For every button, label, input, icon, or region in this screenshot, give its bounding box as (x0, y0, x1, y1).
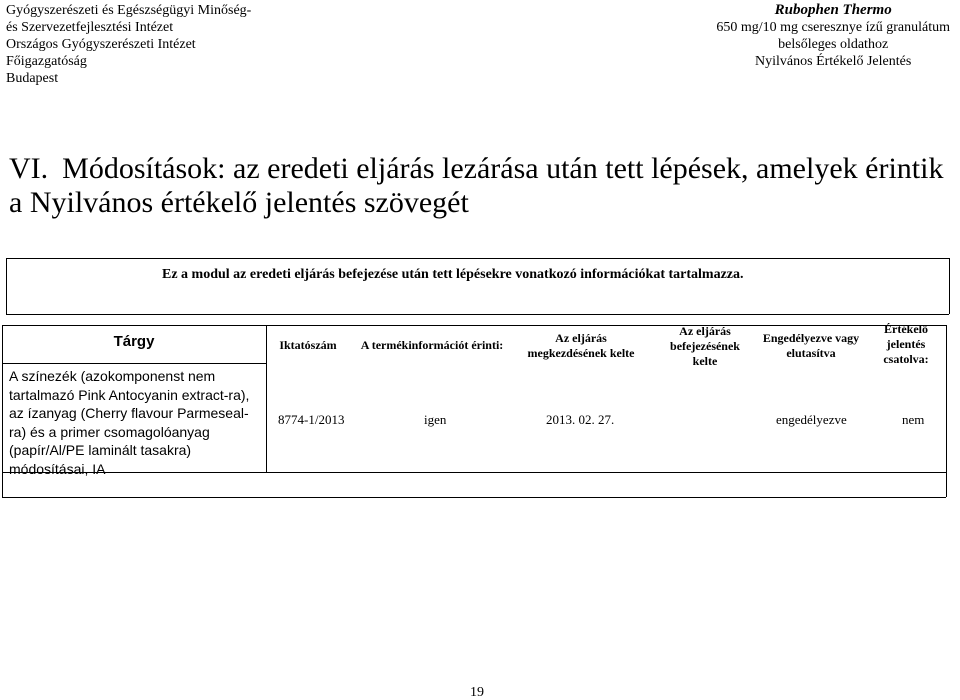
table-right-border (946, 325, 947, 497)
intro-box-top-border (6, 258, 949, 259)
section-heading (9, 152, 953, 220)
header-approved: Engedélyezve vagy elutasítva (762, 331, 860, 360)
issuer-line-4: Főigazgatóság (6, 54, 87, 69)
table-left-border (2, 325, 3, 497)
header-start-date: Az eljárás megkezdésének kelte (527, 331, 635, 360)
page-number: 19 (470, 685, 484, 700)
intro-text: Ez a modul az eredeti eljárás befejezése után tett lépésekre vonatkozó információkat tartalmazza. (162, 267, 744, 282)
cell-par-attached: nem (902, 412, 925, 427)
header-affects-pi: A termékinformációt érinti: (360, 338, 504, 352)
product-name: Rubophen Thermo (774, 2, 892, 18)
intro-box-left-border (6, 258, 7, 314)
cell-start-date: 2013. 02. 27. (546, 412, 615, 427)
section-title: Módosítások: az eredeti eljárás lezárása után tett lépések, amelyek érintik a Nyilvános értékelő jelentés szövegét (9, 152, 944, 219)
intro-box-bottom-border (6, 314, 949, 315)
issuer-block (6, 2, 251, 87)
cell-subject: A színezék (azokomponenst nem tartalmazó Pink Antocyanin extract-ra), az ízanyag (Cherry flavour Parmeseal-ra) és a primer csomagolóanyag (papír/Al/PE laminált tasakra) módosításai, IA (9, 368, 250, 477)
table-bottom-border (2, 497, 946, 498)
subject-header-divider (2, 363, 266, 364)
issuer-line-2: és Szervezetfejlesztési Intézet (6, 20, 174, 35)
issuer-line-3: Országos Gyógyszerészeti Intézet (6, 37, 196, 52)
header-subject: Tárgy (113, 333, 155, 350)
subject-column-border (266, 325, 267, 472)
header-par-attached: Értékelő jelentés csatolva: (883, 322, 929, 366)
header-reference: Iktatószám (279, 338, 337, 352)
product-line-1: 650 mg/10 mg cseresznye ízű granulátum (716, 20, 950, 35)
cell-affects-pi: igen (424, 412, 447, 427)
cell-reference: 8774-1/2013 (278, 412, 345, 427)
section-number: VI. (9, 152, 49, 185)
issuer-line-1: Gyógyszerészeti és Egészségügyi Minőség- (6, 3, 252, 18)
product-line-2: belsőleges oldathoz (778, 37, 889, 52)
cell-approved: engedélyezve (776, 412, 847, 427)
issuer-line-5: Budapest (6, 71, 59, 86)
product-block (716, 2, 950, 70)
header-end-date: Az eljárás befejezésének kelte (670, 324, 740, 368)
product-line-3: Nyilvános Értékelő Jelentés (755, 54, 912, 69)
table-top-border (2, 325, 946, 326)
intro-box-right-border (949, 258, 950, 314)
